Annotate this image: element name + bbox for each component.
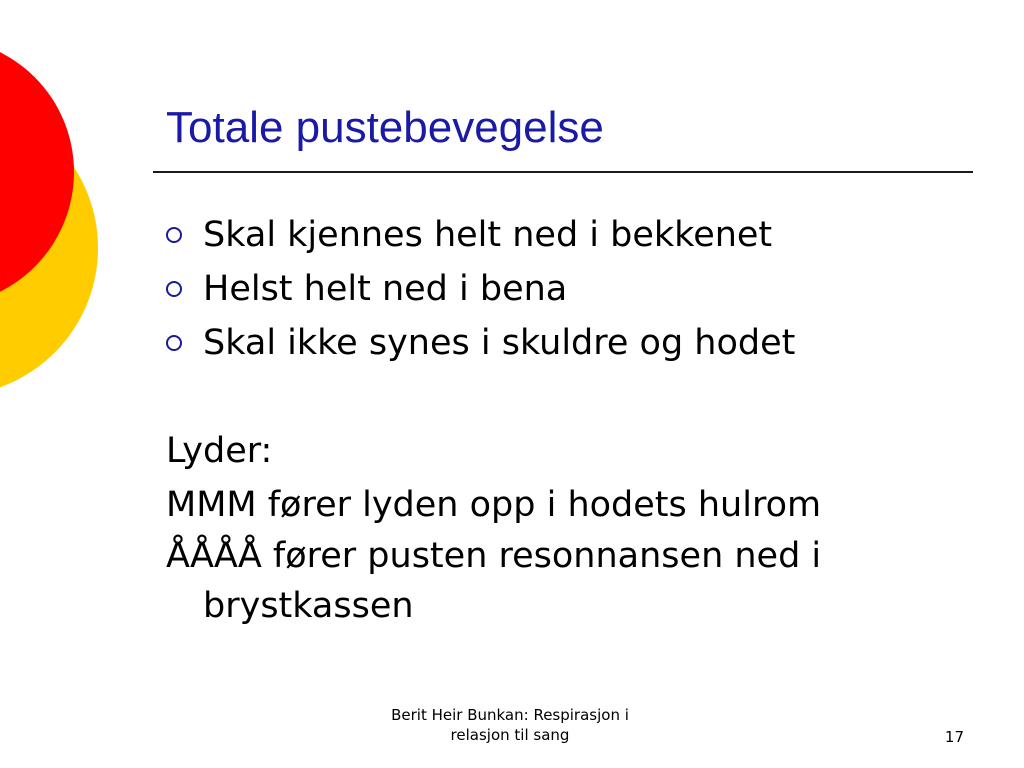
hollow-circle-bullet-icon	[166, 335, 182, 351]
hollow-circle-bullet-icon	[166, 227, 182, 243]
bullet-text: Skal ikke synes i skuldre og hodet	[203, 323, 796, 363]
footer-text	[360, 705, 660, 745]
footer-line: Berit Heir Bunkan: Respirasjon i	[391, 706, 629, 724]
bullet-list	[166, 208, 795, 370]
bullet-item	[166, 262, 795, 316]
slide-title: Totale pustebevegelse	[166, 103, 604, 152]
sound-line-aaaa: ÅÅÅÅ fører pusten resonnansen ned i brystkassen	[166, 536, 822, 626]
bullet-item	[166, 316, 795, 370]
bullet-text: Skal kjennes helt ned i bekkenet	[203, 215, 773, 255]
footer-line: relasjon til sang	[450, 726, 570, 744]
sound-line-mmm: MMM fører lyden opp i hodets hulrom	[166, 485, 822, 525]
bullet-item	[166, 208, 795, 262]
sounds-heading: Lyder:	[166, 431, 273, 471]
page-number: 17	[944, 728, 964, 746]
title-divider	[153, 171, 973, 173]
hollow-circle-bullet-icon	[166, 281, 182, 297]
bullet-text: Helst helt ned i bena	[203, 269, 568, 309]
